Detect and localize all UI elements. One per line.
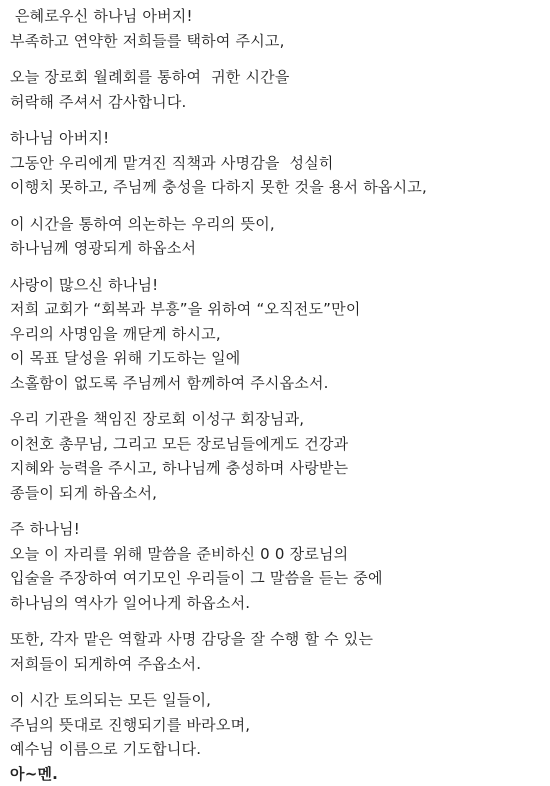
text-line: 이 목표 달성을 위해 기도하는 일에 — [10, 346, 545, 371]
text-line: 허락해 주셔서 감사합니다. — [10, 90, 545, 115]
text-line: 또한, 각자 맡은 역할과 사명 감당을 잘 수행 할 수 있는 — [10, 627, 545, 652]
prayer-document — [10, 4, 545, 786]
text-line: 이 시간 토의되는 모든 일들이, — [10, 688, 545, 713]
text-line: 하나님께 영광되게 하옵소서 — [10, 236, 545, 261]
text-line: 사랑이 많으신 하나님! — [10, 273, 545, 298]
text-line: 우리의 사명임을 깨닫게 하시고, — [10, 322, 545, 347]
text-line: 예수님 이름으로 기도합니다. — [10, 737, 545, 762]
paragraph-sermon — [10, 517, 545, 615]
text-line: 우리 기관을 책임진 장로회 이성구 회장님과, — [10, 407, 545, 432]
paragraph-leaders — [10, 407, 545, 505]
text-line: 저희 교회가 “회복과 부흥”을 위하여 “오직전도”만이 — [10, 297, 545, 322]
text-line: 소홀함이 없도록 주님께서 함께하여 주시옵소서. — [10, 371, 545, 396]
text-line: 은혜로우신 하나님 아버지! — [10, 4, 545, 29]
paragraph-closing-prayer — [10, 688, 545, 786]
text-line: 이행치 못하고, 주님께 충성을 다하지 못한 것을 용서 하옵시고, — [10, 175, 545, 200]
text-line: 이 시간을 통하여 의논하는 우리의 뜻이, — [10, 212, 545, 237]
amen-text: 아~멘. — [10, 762, 545, 786]
text-line: 저희들이 되게하여 주옵소서. — [10, 652, 545, 677]
paragraph-repentance — [10, 126, 545, 200]
text-line: 주 하나님! — [10, 517, 545, 542]
text-line: 오늘 장로회 월례회를 통하여 귀한 시간을 — [10, 65, 545, 90]
paragraph-church-mission — [10, 273, 545, 396]
text-line: 하나님 아버지! — [10, 126, 545, 151]
text-line: 입술을 주장하여 여기모인 우리들이 그 말씀을 듣는 중에 — [10, 566, 545, 591]
paragraph-opening — [10, 4, 545, 53]
text-line: 종들이 되게 하옵소서, — [10, 481, 545, 506]
paragraph-roles — [10, 627, 545, 676]
text-line: 지혜와 능력을 주시고, 하나님께 충성하며 사랑받는 — [10, 456, 545, 481]
paragraph-discussion — [10, 212, 545, 261]
text-line: 부족하고 연약한 저희들를 택하여 주시고, — [10, 29, 545, 54]
paragraph-thanks — [10, 65, 545, 114]
text-line: 그동안 우리에게 맡겨진 직책과 사명감을 성실히 — [10, 151, 545, 176]
text-line: 주님의 뜻대로 진행되기를 바라오며, — [10, 713, 545, 738]
text-line: 이천호 총무님, 그리고 모든 장로님들에게도 건강과 — [10, 432, 545, 457]
text-line: 하나님의 역사가 일어나게 하옵소서. — [10, 591, 545, 616]
text-line: 오늘 이 자리를 위해 말씀을 준비하신 0 0 장로님의 — [10, 542, 545, 567]
